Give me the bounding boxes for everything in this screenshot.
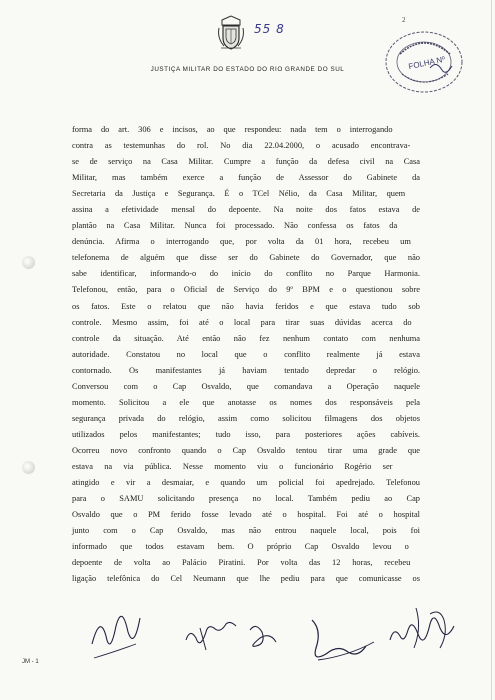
text-line: os fatos. Este o relatou que não havia feridos e que estava tudo sob (72, 301, 420, 311)
text-line: controle. Mesmo assim, foi até o local para tirar suas dúvidas acerca do (72, 317, 412, 327)
text-line: depoente de volta ao Palácio Piratini. Por volta das 12 horas, recebeu (72, 558, 411, 568)
text-line: controle da situação. Até então não fez nenhum contato com nenhuma (72, 333, 420, 343)
text-line: se de serviço na Casa Militar. Cumpre a função da defesa civil na Casa (72, 157, 420, 167)
text-line: Secretaria da Justiça e Segurança. É o TCel Nélio, da Casa Militar, quem (72, 189, 406, 199)
text-line: estava na via pública. Nesse momento viu o funcionário Rogério ser (72, 461, 393, 471)
text-line: Osvaldo que o PM ferido fosse levado até o hospital. Foi até o hospital (72, 510, 420, 520)
text-line: forma do art. 306 e incisos, ao que respondeu: nada tem o interrogando (72, 125, 393, 134)
svg-text:FOLHA Nº: FOLHA Nº (407, 54, 446, 72)
testimony-text (72, 122, 420, 587)
punch-hole (22, 461, 35, 474)
text-line: sabe identificar, informando-o do início do conflito no Parque Harmonia. (72, 269, 420, 279)
text-line: para o SAMU solicitando presença no local. Também pediu ao Cap (72, 494, 420, 504)
text-line: Conversou com o Cap Osvaldo, que comandava a Operação naquele (72, 381, 420, 391)
text-line: contra as testemunhas do rol. No dia 22.04.2000, o acusado encontrava- (72, 141, 411, 151)
handwritten-folio-number: 55 8 (254, 22, 285, 36)
text-line: denúncia. Afirma o interrogando que, por volta da 01 hora, recebeu um (72, 237, 411, 247)
text-line: segurança privada do relógio, assim como solicitou filmagens dos objetos (72, 413, 420, 423)
folio-stamp-icon (378, 24, 474, 98)
text-line: contornado. Os manifestantes já haviam tentado depredar o relógio. (72, 365, 420, 375)
text-line: plantão na Casa Militar. Nunca foi processado. Não confessa os fatos da (72, 221, 398, 231)
text-line: momento. Solicitou a ele que anotasse os nomes dos responsáveis pela (72, 397, 420, 407)
text-line: atingido e vir a desmaiar, e quando um policial foi apedrejado. Telefonou (72, 478, 420, 488)
text-line: utilizados pelos manifestantes; tudo isso, para posteriores ações cabíveis. (72, 429, 420, 439)
form-code: JM - 1 (22, 659, 39, 665)
text-line: ligação telefônica do Cel Neumann que lhe pediu para que comunicasse os (72, 574, 420, 584)
signatures-icon (90, 600, 470, 680)
text-line: informado que todos estavam bem. O próprio Cap Osvaldo levou o (72, 542, 409, 552)
text-line: Militar, mas também exerce a função de Assessor do Gabinete da (72, 173, 420, 183)
punch-hole (22, 256, 35, 269)
text-line: telefonema de alguém que disse ser do Gabinete do Governador, que não (72, 253, 420, 263)
text-line: autoridade. Constatou no local que o conflito realmente já estava (72, 349, 420, 359)
page-edge (491, 0, 492, 700)
text-line: assina a efetividade mensal do depoente. Na noite dos fatos estava de (72, 205, 420, 215)
page-number: 2 (402, 16, 406, 24)
text-line: Telefonou, então, para o Oficial de Serviço do 9º BPM e o questionou sobre (72, 285, 420, 295)
text-line: junto com o Cap Osvaldo, mas não entrou naquele local, pois foi (72, 526, 420, 536)
court-header-title: JUSTIÇA MILITAR DO ESTADO DO RIO GRANDE DO SUL (150, 66, 345, 73)
coat-of-arms-icon (216, 14, 246, 52)
text-line: Ocorreu novo confronto quando o Cap Osvaldo tentou tirar uma grade que (72, 445, 420, 455)
